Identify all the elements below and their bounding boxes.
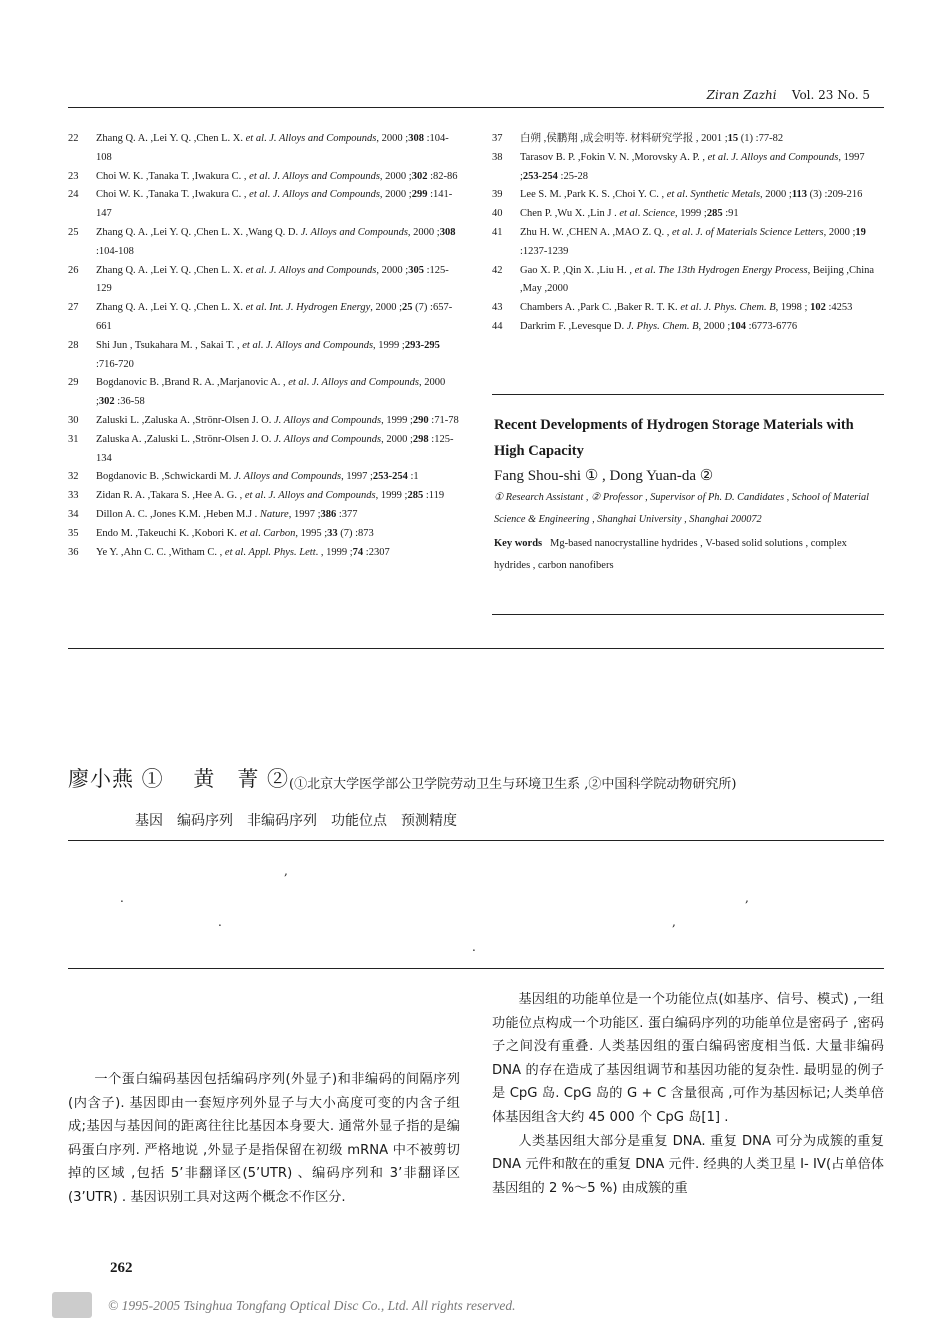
stray-mark: . — [218, 915, 222, 929]
reference-text: Zaluski L. ,Zaluska A. ,Strönr-Olsen J. O. J. Alloys and Compounds, 1999 ;290 :71-78 — [96, 414, 459, 426]
reference-item — [68, 506, 460, 525]
reference-item — [68, 186, 460, 224]
stray-mark: , — [284, 864, 288, 878]
reference-text: Dillon A. C. ,Jones K.M. ,Heben M.J . Nature, 1997 ;386 :377 — [96, 508, 358, 520]
reference-number: 43 — [492, 302, 503, 314]
reference-item — [68, 374, 460, 412]
publisher-logo — [52, 1292, 92, 1318]
reference-item — [492, 299, 884, 318]
keywords-label: Key words — [494, 538, 543, 549]
reference-item — [68, 487, 460, 506]
reference-text: Zhang Q. A. ,Lei Y. Q. ,Chen L. X. ,Wang Q. D. J. Alloys and Compounds, 2000 ;308 :104-108 — [96, 226, 456, 257]
copyright-footer: © 1995-2005 Tsinghua Tongfang Optical Disc Co., Ltd. All rights reserved. — [108, 1298, 516, 1313]
body-right-column — [492, 988, 884, 1200]
reference-number: 41 — [492, 226, 503, 238]
reference-text: Tarasov B. P. ,Fokin V. N. ,Morovsky A. P. , et al. J. Alloys and Compounds, 1997 ;253-254 :25-28 — [520, 151, 865, 182]
reference-text: Zhang Q. A. ,Lei Y. Q. ,Chen L. X. et al. J. Alloys and Compounds, 2000 ;305 :125-129 — [96, 264, 449, 295]
reference-item — [68, 262, 460, 300]
chinese-authors: 廖小燕 ① 黄 菁 ② — [68, 767, 290, 791]
reference-number: 37 — [492, 133, 503, 144]
reference-item — [68, 525, 460, 544]
reference-number: 22 — [68, 133, 79, 144]
reference-number: 38 — [492, 151, 503, 163]
english-keywords — [494, 533, 884, 577]
reference-text: Chambers A. ,Park C. ,Baker R. T. K. et al. J. Phys. Chem. B, 1998 ; 102 :4253 — [520, 302, 853, 314]
reference-item — [68, 468, 460, 487]
chinese-keywords: 基因 编码序列 非编码序列 功能位点 预测精度 — [135, 813, 457, 829]
reference-item — [68, 544, 460, 563]
reference-number: 36 — [68, 546, 79, 558]
reference-number: 29 — [68, 377, 79, 389]
reference-number: 44 — [492, 320, 503, 332]
body-left-column — [68, 1068, 460, 1210]
reference-text: Zhu H. W. ,CHEN A. ,MAO Z. Q. , et al. J. of Materials Science Letters, 2000 ;19 :1237-1239 — [520, 226, 866, 257]
reference-item — [492, 149, 884, 187]
reference-item — [68, 431, 460, 469]
reference-number: 35 — [68, 527, 79, 539]
journal-volume: Vol. 23 No. 5 — [791, 88, 870, 102]
reference-number: 39 — [492, 189, 503, 201]
abstract-bottom-rule — [492, 614, 884, 615]
reference-item — [492, 262, 884, 300]
reference-item — [492, 186, 884, 205]
journal-header — [707, 88, 870, 102]
reference-item — [492, 318, 884, 337]
english-affiliation: ① Research Assistant , ② Professor , Supervisor of Ph. D. Candidates , School of Material Science & Engineering , Shanghai University , Shanghai 200072 — [494, 492, 870, 525]
header-rule — [68, 107, 884, 108]
reference-text: Shi Jun , Tsukahara M. , Sakai T. , et al. J. Alloys and Compounds, 1999 ;293-295 :716-720 — [96, 339, 440, 370]
reference-text: Choi W. K. ,Tanaka T. ,Iwakura C. , et al. J. Alloys and Compounds, 2000 ;299 :141-147 — [96, 189, 453, 220]
reference-number: 26 — [68, 264, 79, 276]
keywords-rule — [68, 840, 884, 841]
reference-text: Ye Y. ,Ahn C. C. ,Witham C. , et al. Appl. Phys. Lett. , 1999 ;74 :2307 — [96, 546, 390, 558]
chinese-affiliation: (①北京大学医学部公卫学院劳动卫生与环境卫生系 ,②中国科学院动物研究所) — [289, 777, 737, 792]
reference-number: 33 — [68, 490, 79, 502]
reference-item — [492, 130, 884, 149]
section-rule — [68, 648, 884, 649]
reference-number: 40 — [492, 208, 503, 220]
reference-text: Chen P. ,Wu X. ,Lin J . et al. Science, 1999 ;285 :91 — [520, 208, 739, 220]
body-paragraph: 人类基因组大部分是重复 DNA. 重复 DNA 可分为成簇的重复 DNA 元件和散在的重复 DNA 元件. 经典的人类卫星 I- IV(占单倍体基因组的 2 %～5 %) 由成簇的重 — [492, 1133, 884, 1196]
reference-text: Endo M. ,Takeuchi K. ,Kobori K. et al. Carbon, 1995 ;33 (7) :873 — [96, 527, 374, 539]
reference-text: Zidan R. A. ,Takara S. ,Hee A. G. , et al. J. Alloys and Compounds, 1999 ;285 :119 — [96, 490, 445, 502]
stray-mark: , — [745, 891, 749, 905]
reference-number: 31 — [68, 433, 79, 445]
reference-text: Choi W. K. ,Tanaka T. ,Iwakura C. , et al. J. Alloys and Compounds, 2000 ;302 :82-86 — [96, 170, 458, 182]
english-title: Recent Developments of Hydrogen Storage Materials with High Capacity — [494, 417, 854, 459]
page-number: 262 — [110, 1260, 133, 1276]
reference-number: 30 — [68, 414, 79, 426]
reference-item — [68, 299, 460, 337]
reference-item — [68, 337, 460, 375]
stray-mark: , — [672, 915, 676, 929]
reference-number: 25 — [68, 226, 79, 238]
reference-item — [68, 224, 460, 262]
reference-number: 28 — [68, 339, 79, 351]
reference-item — [68, 412, 460, 431]
reference-number: 34 — [68, 508, 79, 520]
keywords-text: Mg-based nanocrystalline hydrides , V-based solid solutions , complex hydrides , carbon nanofibers — [494, 538, 847, 571]
stray-mark: . — [120, 891, 124, 905]
reference-text: Bogdanovic B. ,Schwickardi M. J. Alloys and Compounds, 1997 ;253-254 :1 — [96, 471, 419, 483]
references-right-column — [492, 130, 884, 337]
reference-text: Zaluska A. ,Zaluski L. ,Strönr-Olsen J. O. J. Alloys and Compounds, 2000 ;298 :125-134 — [96, 433, 454, 464]
reference-text: Gao X. P. ,Qin X. ,Liu H. , et al. The 13th Hydrogen Energy Process, Beijing ,China ,May ,2000 — [520, 264, 875, 295]
reference-number: 23 — [68, 170, 79, 182]
reference-text: Bogdanovic B. ,Brand R. A. ,Marjanovic A. , et al. J. Alloys and Compounds, 2000 ;302 :36-58 — [96, 377, 446, 408]
reference-text: Zhang Q. A. ,Lei Y. Q. ,Chen L. X. et al. J. Alloys and Compounds, 2000 ;308 :104-108 — [96, 133, 449, 163]
reference-text: Lee S. M. ,Park K. S. ,Choi Y. C. , et al. Synthetic Metals, 2000 ;113 (3) :209-216 — [520, 189, 863, 201]
references-left-column — [68, 130, 460, 562]
reference-item — [492, 205, 884, 224]
journal-name: Ziran Zazhi — [706, 88, 777, 102]
body-paragraph: 基因组的功能单位是一个功能位点(如基序、信号、模式) ,一组功能位点构成一个功能区. 蛋白编码序列的功能单位是密码子 ,密码子之间没有重叠. 人类基因组的蛋白编码密度相当低. 大量非编码 DNA 的存在造成了基因组调节和基因功能的复杂性. 最明显的例子是 CpG 岛. CpG 岛的 G + C 含量很高 ,可作为基因标记;人类单倍体基因组含大约 45 000 个 CpG 岛[1] . — [492, 992, 884, 1125]
body-paragraph: 一个蛋白编码基因包括编码序列(外显子)和非编码的间隔序列(内含子). 基因即由一套短序列外显子与大小高度可变的内含子组成;基因与基因间的距离往往比基因本身要大. 通常外显子指的是编码蛋白序列. 严格地说 ,外显子是指保留在初级 mRNA 中不被剪切掉的区域 ,包括 5’非翻译区(5’UTR) 、编码序列和 3’非翻译区(3’UTR) . 基因识别工具对这两个概念不作区分. — [68, 1072, 460, 1205]
reference-item — [68, 168, 460, 187]
reference-text: 白朔 ,侯鹏翔 ,成会明等. 材料研究学报 , 2001 ;15 (1) :77-82 — [520, 133, 784, 144]
reference-text: Darkrim F. ,Levesque D. J. Phys. Chem. B, 2000 ;104 :6773-6776 — [520, 320, 798, 332]
english-abstract — [494, 412, 884, 577]
reference-number: 27 — [68, 302, 79, 314]
english-authors: Fang Shou-shi ① , Dong Yuan-da ② — [494, 468, 714, 484]
reference-number: 42 — [492, 264, 503, 276]
reference-number: 24 — [68, 189, 79, 201]
abstract-end-rule — [68, 968, 884, 969]
reference-text: Zhang Q. A. ,Lei Y. Q. ,Chen L. X. et al. Int. J. Hydrogen Energy, 2000 ;25 (7) :657-661 — [96, 302, 453, 332]
reference-number: 32 — [68, 471, 79, 483]
reference-item — [492, 224, 884, 262]
abstract-top-rule — [492, 394, 884, 395]
reference-item — [68, 130, 460, 168]
stray-mark: . — [472, 940, 476, 954]
